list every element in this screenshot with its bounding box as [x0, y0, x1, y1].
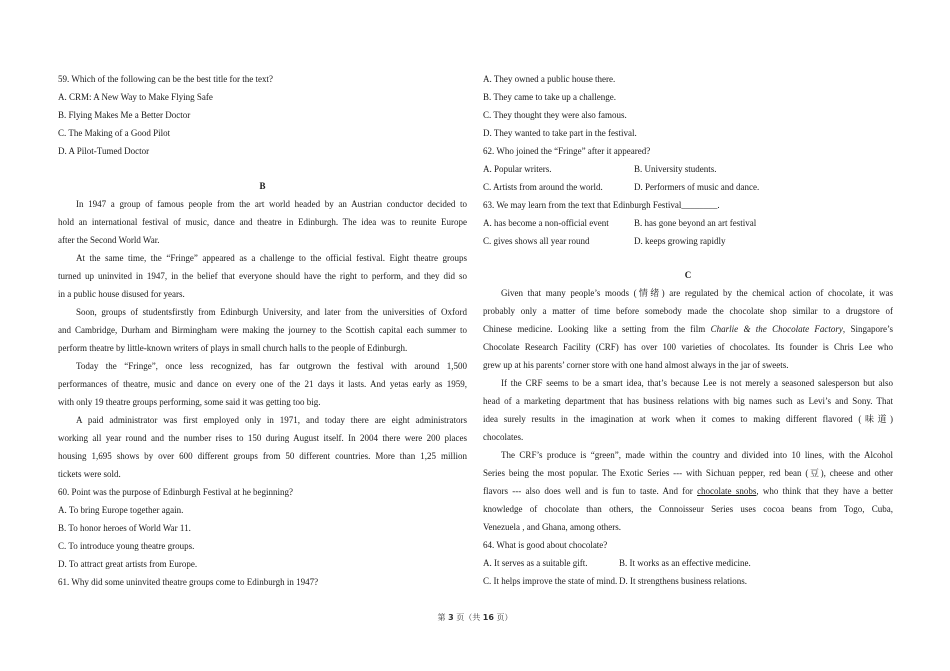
question-63: 63. We may learn from the text that Edinburgh Festival________. — [483, 200, 720, 210]
passage-b-p5-l4: tickets were sold. — [58, 469, 121, 479]
option-63c: C. gives shows all year round — [483, 236, 590, 246]
passage-b-p5-l3: housing 1,695 shows by over 600 different groups from 50 different countries. More than 1,25 million — [58, 451, 467, 461]
question-60: 60. Point was the purpose of Edinburgh Festival at he beginning? — [58, 487, 294, 497]
passage-c-p2-l2: head of a marketing department that has business relations with big names such as Levi’s and Sony. That — [483, 396, 893, 406]
question-62: 62. Who joined the “Fringe” after it appeared? — [483, 146, 651, 156]
passage-c-p1-l2: probably only a matter of time before somebody made the chocolate shop similar to a drugstore of — [483, 306, 893, 316]
option-64a: A. It serves as a suitable gift. — [483, 558, 588, 568]
option-62b: B. University students. — [634, 164, 717, 174]
option-61d: D. They wanted to take part in the festival. — [483, 128, 637, 138]
option-60a: A. To bring Europe together again. — [58, 505, 184, 515]
option-62c: C. Artists from around the world. — [483, 182, 603, 192]
option-60d: D. To attract great artists from Europe. — [58, 559, 198, 569]
section-c-heading: C — [684, 270, 692, 280]
option-59b: B. Flying Makes Me a Better Doctor — [58, 110, 191, 120]
passage-c-p1-l4: Chocolate Research Facility (CRF) has over 100 varieties of chocolates. Its founder is Chris Lee who — [483, 342, 893, 352]
options-64-row2 — [483, 572, 893, 590]
passage-b-p3-l2: and Cambridge, Durham and Birmingham were making the journey to the Scottish capital each summer to — [58, 325, 467, 335]
passage-c-p3-l3-end: , who think that they have a better — [756, 486, 893, 496]
left-column — [58, 70, 467, 591]
option-64d: D. It strengthens business relations. — [619, 576, 747, 586]
passage-c-p1-l3-end: , Singapore’s — [842, 324, 893, 334]
footer-suffix: 页） — [493, 613, 513, 622]
option-59d: D. A Pilot-Tumed Doctor — [58, 146, 150, 156]
option-59c: C. The Making of a Good Pilot — [58, 128, 171, 138]
passage-b-p2-l3: in a public house disused for years. — [58, 289, 185, 299]
passage-c-p2-l3: idea surely results in the imagination at work when it comes to making different flavored (味道) — [483, 414, 893, 424]
footer-prefix: 第 — [437, 613, 449, 622]
passage-b-p2-l1: At the same time, the “Fringe” appeared as a challenge to the official festival. Eight theatre groups — [76, 253, 467, 263]
passage-b-p4-l1: Today the “Fringe”, once less recognized, has far outgrown the festival with around 1,500 — [76, 361, 467, 371]
option-64c: C. It helps improve the state of mind. — [483, 576, 618, 586]
option-62a: A. Popular writers. — [483, 164, 552, 174]
option-59a: A. CRM: A New Way to Make Flying Safe — [58, 92, 213, 102]
passage-c-p3-l3-start: flavors --- also does well and is fun to taste. And for — [483, 486, 698, 496]
passage-b-p3-l1: Soon, groups of studentsfirstly from Edinburgh University, and later from the universities of Oxford — [76, 307, 467, 317]
film-title: Charlie & the Chocolate Factory — [710, 324, 843, 334]
option-64b: B. It works as an effective medicine. — [619, 558, 751, 568]
passage-c-p1-l3 — [483, 320, 893, 338]
question-59: 59. Which of the following can be the best title for the text? — [58, 74, 274, 84]
passage-c-p1-l3-start: Chinese medicine. Looking like a setting from the film — [483, 324, 711, 334]
options-63-row1 — [483, 214, 893, 232]
option-63a: A. has become a non-official event — [483, 218, 609, 228]
passage-b-p5-l2: working all year round and the number rises to 150 during August itself. In 2004 there were 200 places — [58, 433, 467, 443]
passage-c-p1-l5: grew up at his parents’ corner store with one hand almost always in the jar of sweets. — [483, 360, 789, 370]
options-63-row2 — [483, 232, 893, 250]
passage-c-p3-l5: Venezuela , and Ghana, among others. — [483, 522, 621, 532]
option-60b: B. To honor heroes of World War 11. — [58, 523, 191, 533]
right-column — [483, 70, 893, 590]
passage-c-p3-l1: The CRF’s produce is “green”, made within the country and divided into 10 lines, with the Alcohol — [501, 450, 893, 460]
option-61b: B. They came to take up a challenge. — [483, 92, 617, 102]
option-61a: A. They owned a public house there. — [483, 74, 616, 84]
options-64-row1 — [483, 554, 893, 572]
passage-c-p2-l4: chocolates. — [483, 432, 524, 442]
option-63b: B. has gone beyond an art festival — [634, 218, 757, 228]
passage-c-p1-l1: Given that many people’s moods (情绪) are regulated by the chemical action of chocolate, it was — [501, 288, 893, 298]
passage-b-p5-l1: A paid administrator was first employed only in 1971, and today there are eight administrators — [76, 415, 467, 425]
passage-c-p3-l4: knowledge of chocolate than others, the Connoisseur Series uses cocoa beans from Togo, Cuba, — [483, 504, 893, 514]
option-60c: C. To introduce young theatre groups. — [58, 541, 195, 551]
passage-c-p2-l1: If the CRF seems to be a smart idea, that’s because Lee is not merely a seasoned salesperson but also — [501, 378, 893, 388]
passage-c-p3-l3 — [483, 482, 893, 500]
passage-b-p4-l2: performances of theatre, music and dance on every one of the 21 days it lasts. And yetas early as 1959, — [58, 379, 467, 389]
page-footer — [0, 612, 950, 623]
page-number: 3 — [448, 613, 454, 622]
passage-c-p3-l2: Series being the most popular. The Exotic Series --- with Sichuan pepper, red bean (豆), cheese and other — [483, 468, 893, 478]
question-64: 64. What is good about chocolate? — [483, 540, 608, 550]
passage-b-p1-l2: hold an international festival of music, dance and theatre in Edinburgh. The idea was to reunite Europe — [58, 217, 467, 227]
options-62-row2 — [483, 178, 893, 196]
passage-b-p1-l3: after the Second World War. — [58, 235, 160, 245]
option-61c: C. They thought they were also famous. — [483, 110, 627, 120]
footer-middle: 页（共 — [453, 613, 483, 622]
passage-b-p4-l3: with only 19 theatre groups performing, some said it was getting too big. — [58, 397, 321, 407]
passage-b-p1-l1: In 1947 a group of famous people from the art world headed by an Austrian conductor decided to — [76, 199, 467, 209]
options-62-row1 — [483, 160, 893, 178]
total-pages: 16 — [482, 613, 494, 622]
question-61: 61. Why did some uninvited theatre groups come to Edinburgh in 1947? — [58, 577, 319, 587]
underlined-phrase: chocolate snobs — [697, 486, 757, 496]
option-62d: D. Performers of music and dance. — [634, 182, 760, 192]
section-b-heading: B — [259, 181, 266, 191]
option-63d: D. keeps growing rapidly — [634, 236, 726, 246]
passage-b-p2-l2: turned up uninvited in 1947, in the belief that everyone should have the right to perform, and they did so — [58, 271, 467, 281]
passage-b-p3-l3: perform theatre by little-known writers of plays in small church halls to the people of Edinburgh. — [58, 343, 408, 353]
